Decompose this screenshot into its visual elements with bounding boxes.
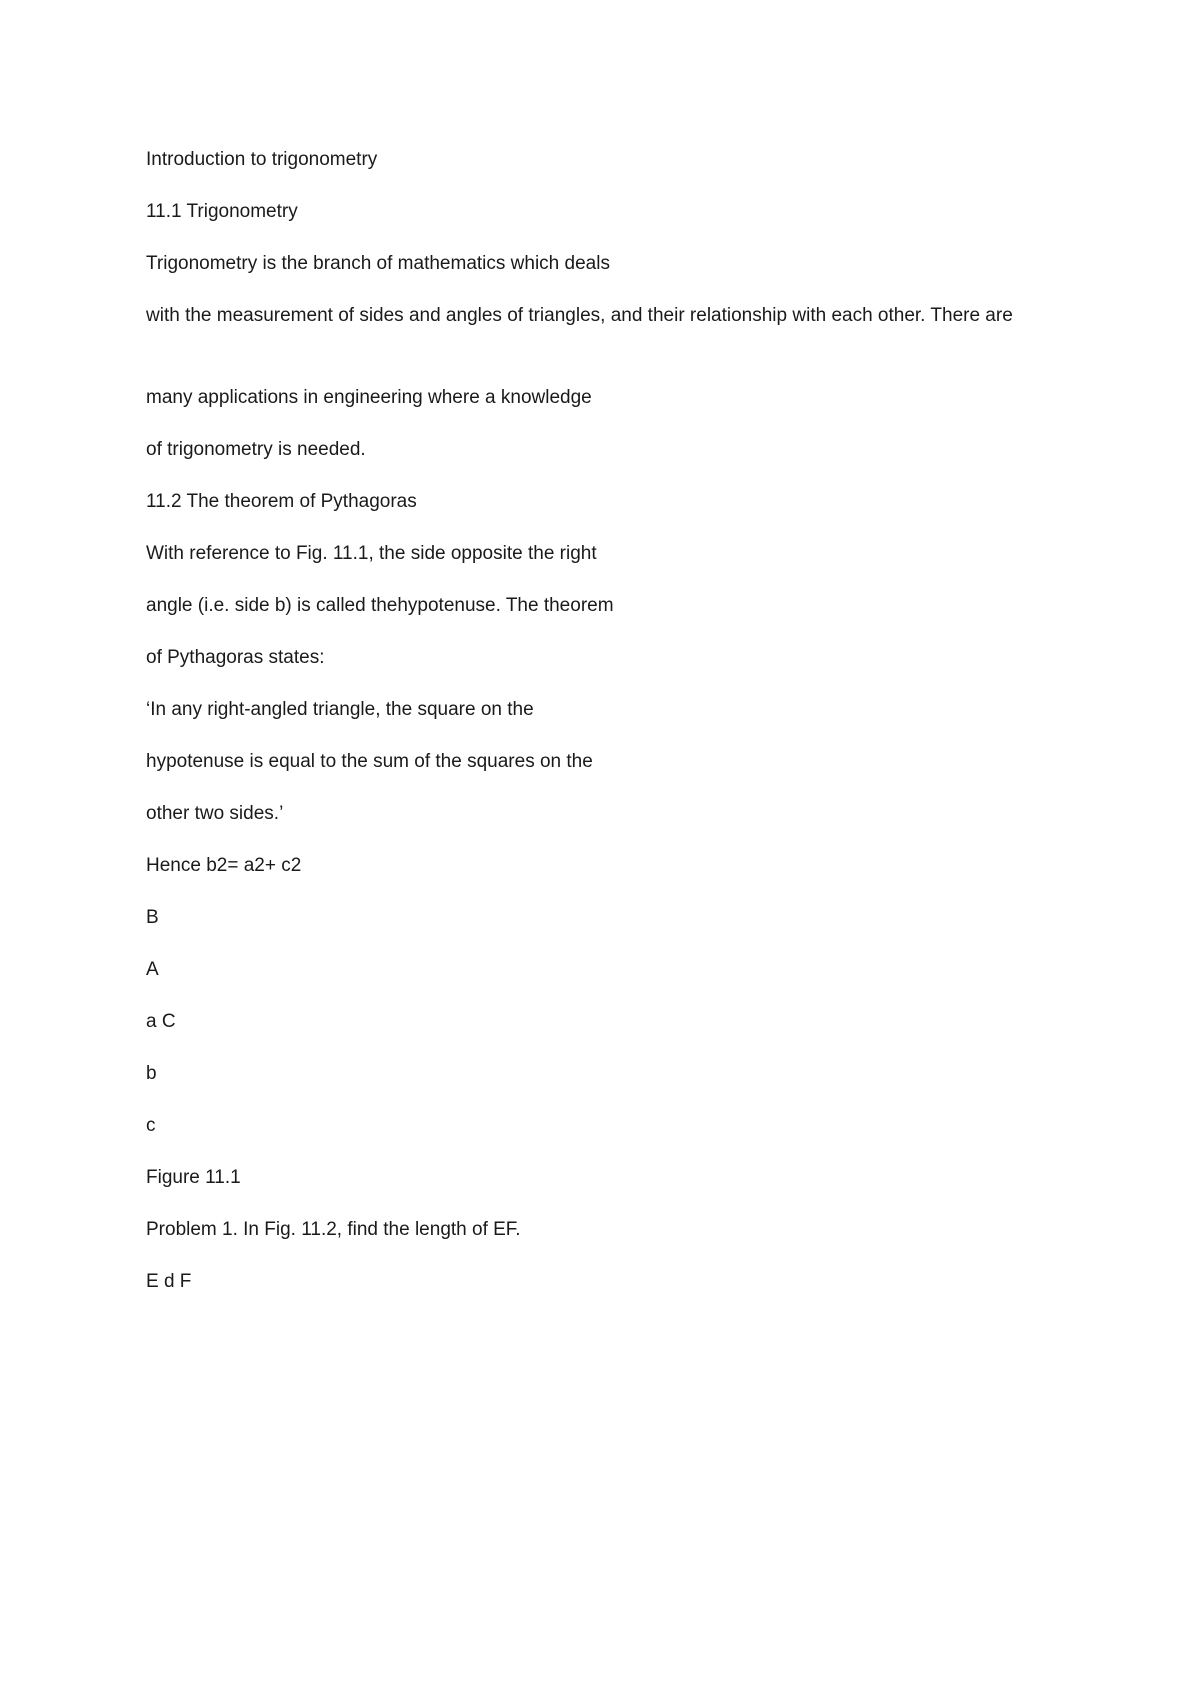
figure-label: E d F [146, 1271, 192, 1292]
formula-line: Hence b2= a2+ c2 [146, 855, 302, 876]
problem-statement: Problem 1. In Fig. 11.2, find the length of EF. [146, 1219, 521, 1240]
paragraph-line: with the measurement of sides and angles of triangles, and their relationship with each other. There are [146, 305, 1013, 326]
figure-label: a C [146, 1011, 176, 1032]
section-heading-pythagoras: 11.2 The theorem of Pythagoras [146, 491, 417, 512]
figure-label: c [146, 1115, 156, 1136]
paragraph-line: With reference to Fig. 11.1, the side opposite the right [146, 543, 597, 564]
theorem-quote-line: other two sides.’ [146, 803, 284, 824]
theorem-quote-line: hypotenuse is equal to the sum of the squares on the [146, 751, 593, 772]
document-title: Introduction to trigonometry [146, 149, 378, 170]
figure-caption: Figure 11.1 [146, 1167, 241, 1188]
paragraph-line: Trigonometry is the branch of mathematics which deals [146, 253, 610, 274]
paragraph-line: of trigonometry is needed. [146, 439, 366, 460]
section-heading-trigonometry: 11.1 Trigonometry [146, 201, 298, 222]
theorem-quote-line: ‘In any right-angled triangle, the square on the [146, 699, 534, 720]
paragraph-line: many applications in engineering where a knowledge [146, 387, 592, 408]
figure-label: B [146, 907, 159, 928]
figure-label: b [146, 1063, 157, 1084]
paragraph-line: angle (i.e. side b) is called thehypotenuse. The theorem [146, 595, 614, 616]
figure-label: A [146, 959, 159, 980]
paragraph-line: of Pythagoras states: [146, 647, 325, 668]
